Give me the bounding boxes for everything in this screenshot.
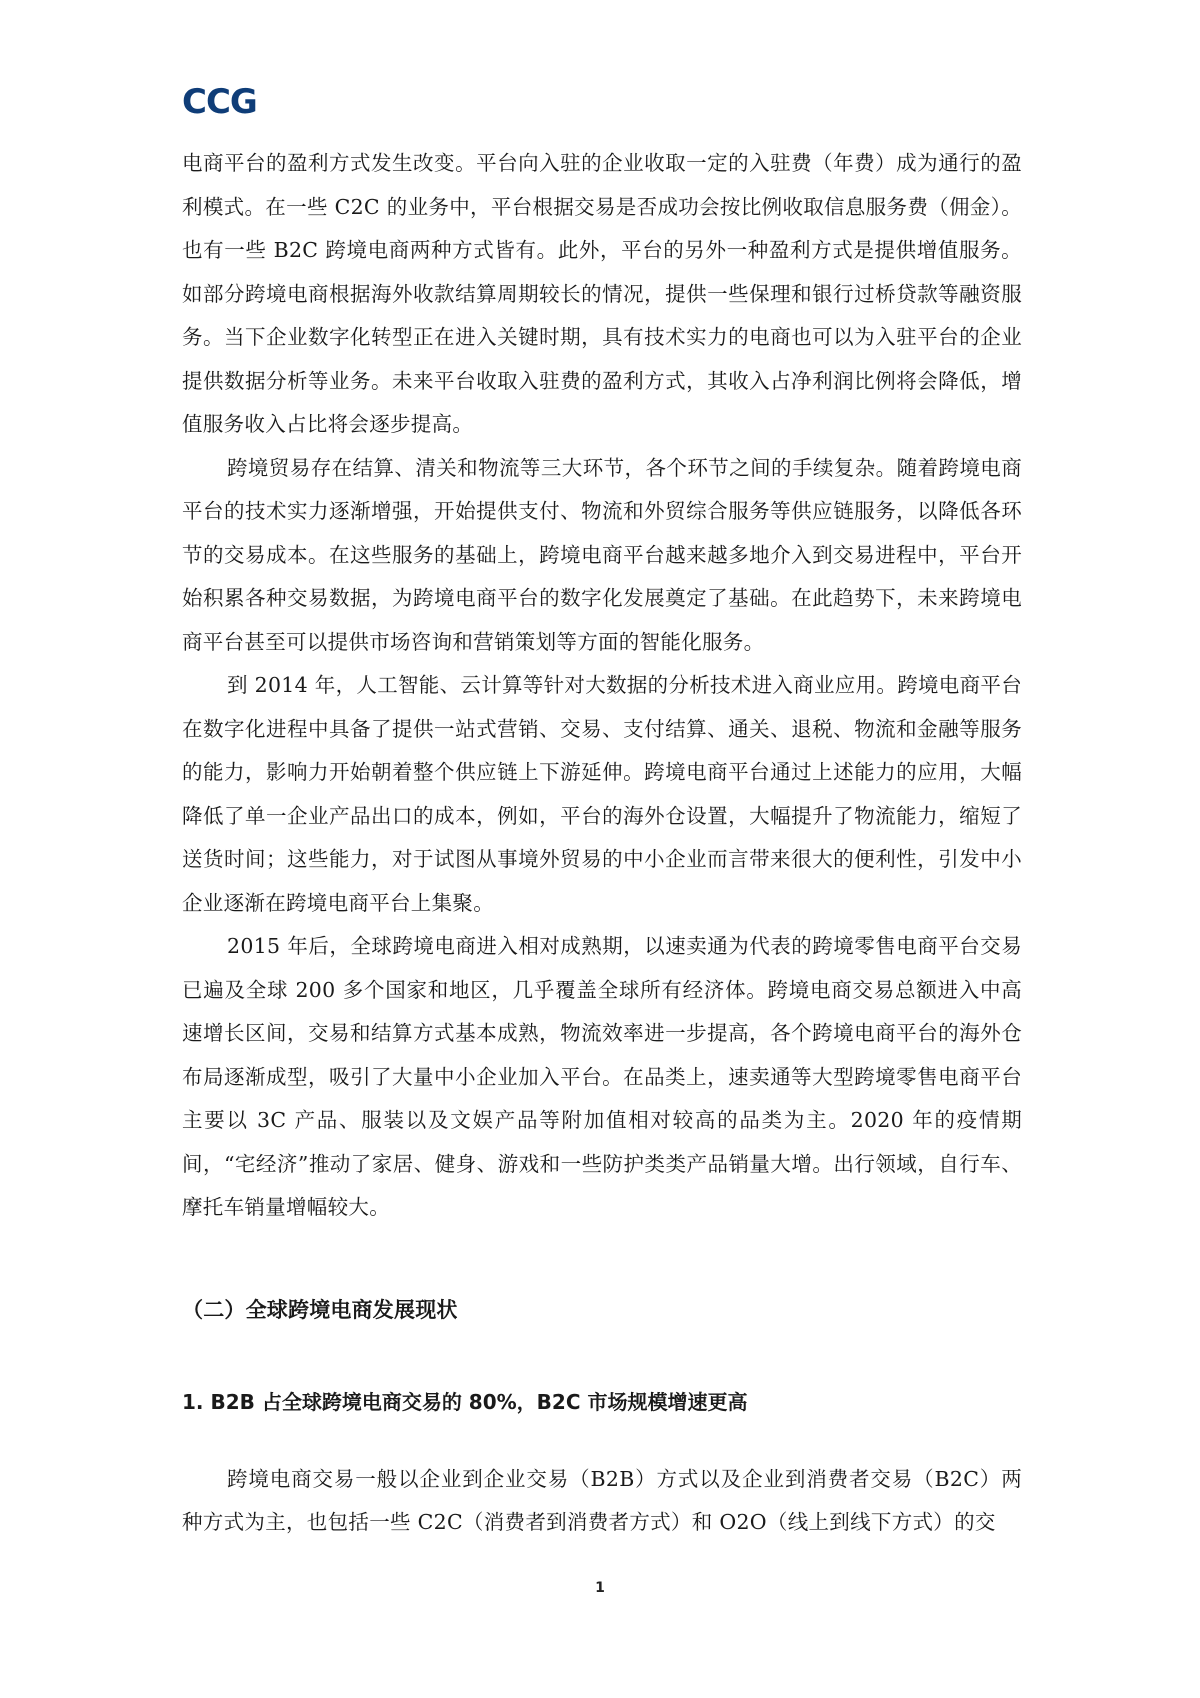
document-body [182,142,1022,1545]
page-number: 1 [595,1580,605,1596]
paragraph-2014: 到 2014 年，人工智能、云计算等针对大数据的分析技术进入商业应用。跨境电商平台在数字化进程中具备了提供一站式营销、交易、支付结算、通关、退税、物流和金融等服务的能力，影响力开始朝着整个供应链上下游延伸。跨境电商平台通过上述能力的应用，大幅降低了单一企业产品出口的成本，例如，平台的海外仓设置，大幅提升了物流能力，缩短了送货时间；这些能力，对于试图从事境外贸易的中小企业而言带来很大的便利性，引发中小企业逐渐在跨境电商平台上集聚。 [182,673,1023,915]
paragraph-profit-models: 电商平台的盈利方式发生改变。平台向入驻的企业收取一定的入驻费（年费）成为通行的盈利模式。在一些 C2C 的业务中，平台根据交易是否成功会按比例收取信息服务费（佣金）。也有一些 B2C 跨境电商两种方式皆有。此外，平台的另外一种盈利方式是提供增值服务。如部分跨境电商根据海外收款结算周期较长的情况，提供一些保理和银行过桥贷款等融资服务。当下企业数字化转型正在进入关键时期，具有技术实力的电商也可以为入驻平台的企业提供数据分析等业务。未来平台收取入驻费的盈利方式，其收入占净利润比例将会降低，增值服务收入占比将会逐步提高。 [182,151,1022,436]
paragraph-supply-chain: 跨境贸易存在结算、清关和物流等三大环节，各个环节之间的手续复杂。随着跨境电商平台的技术实力逐渐增强，开始提供支付、物流和外贸综合服务等供应链服务，以降低各环节的交易成本。在这些服务的基础上，跨境电商平台越来越多地介入到交易进程中，平台开始积累各种交易数据，为跨境电商平台的数字化发展奠定了基础。在此趋势下，未来跨境电商平台甚至可以提供市场咨询和营销策划等方面的智能化服务。 [182,455,1022,654]
ccg-logo: CCG [182,82,257,122]
section-heading: （二）全球跨境电商发展现状 [182,1297,458,1322]
paragraph-b2b-b2c: 跨境电商交易一般以企业到企业交易（B2B）方式以及企业到消费者交易（B2C）两种方式为主，也包括一些 C2C（消费者到消费者方式）和 O2O（线上到线下方式）的交 [182,1466,1022,1534]
paragraph-2015: 2015 年后，全球跨境电商进入相对成熟期，以速卖通为代表的跨境零售电商平台交易已遍及全球 200 多个国家和地区，几乎覆盖全球所有经济体。跨境电商交易总额进入中高速增长区间，交易和结算方式基本成熟，物流效率进一步提高，各个跨境电商平台的海外仓布局逐渐成型，吸引了大量中小企业加入平台。在品类上，速卖通等大型跨境零售电商平台主要以 3C 产品、服装以及文娱产品等附加值相对较高的品类为主。2020 年的疫情期间，“宅经济”推动了家居、健身、游戏和一些防护类类产品销量大增。出行领域，自行车、摩托车销量增幅较大。 [182,934,1022,1219]
subsection-heading: 1. B2B 占全球跨境电商交易的 80%，B2C 市场规模增速更高 [182,1389,748,1414]
